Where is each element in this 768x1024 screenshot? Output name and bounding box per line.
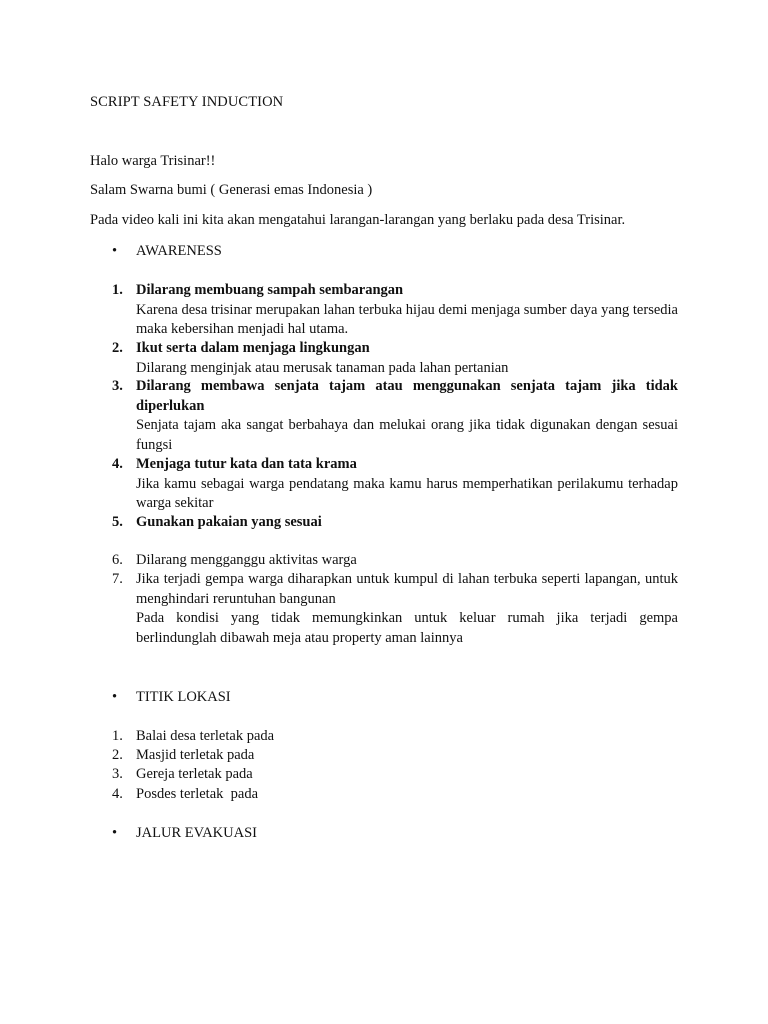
item-description: Jika kamu sebagai warga pendatang maka kamu harus memperhatikan perilakumu terhadap warga sekitar xyxy=(136,475,678,511)
list-item xyxy=(112,785,678,805)
item-text: Masjid terletak pada xyxy=(136,747,255,763)
section-heading-text: AWARENESS xyxy=(136,243,222,259)
bullet-point: • xyxy=(112,689,118,705)
item-text: Posdes terletak pada xyxy=(136,786,259,802)
item-description: Karena desa trisinar merupakan lahan terbuka hijau demi menjaga sumber daya yang tersedia maka kebersihan menjadi hal utama. xyxy=(136,301,678,337)
item-number: 6. xyxy=(112,552,123,568)
item-description: Senjata tajam aka sangat berbahaya dan melukai orang jika tidak digunakan dengan sesuai fungsi xyxy=(136,417,678,453)
item-number: 7. xyxy=(112,571,123,587)
list-item xyxy=(112,281,678,340)
item-description: Pada kondisi yang tidak memungkinkan untuk keluar rumah jika terjadi gempa berlindunglah dibawah meja atau property aman lainnya xyxy=(136,610,678,646)
item-title: Jika terjadi gempa warga diharapkan untuk kumpul di lahan terbuka seperti lapangan, untuk menghindari reruntuhan bangunan xyxy=(136,571,678,607)
bullet-point: • xyxy=(112,825,118,841)
document-title: SCRIPT SAFETY INDUCTION xyxy=(90,94,284,110)
list-item xyxy=(112,339,678,378)
list-item xyxy=(112,551,678,571)
item-title: Gunakan pakaian yang sesuai xyxy=(136,514,322,530)
greeting-line: Halo warga Trisinar!! xyxy=(90,153,216,169)
item-title: Dilarang membawa senjata tajam atau menggunakan senjata tajam jika tidak diperlukan xyxy=(136,378,678,414)
list-item xyxy=(112,455,678,514)
section-heading-text: JALUR EVAKUASI xyxy=(136,825,257,841)
item-number: 3. xyxy=(112,766,123,782)
section-heading-text: TITIK LOKASI xyxy=(136,689,231,705)
item-description: Dilarang menginjak atau merusak tanaman pada lahan pertanian xyxy=(136,359,509,376)
item-title: Ikut serta dalam menjaga lingkungan xyxy=(136,340,370,356)
item-number: 2. xyxy=(112,340,123,356)
item-number: 1. xyxy=(112,282,123,298)
bullet-point: • xyxy=(112,243,118,259)
list-item xyxy=(112,765,678,785)
item-number: 4. xyxy=(112,456,123,472)
item-title: Menjaga tutur kata dan tata krama xyxy=(136,456,357,472)
item-title: Dilarang membuang sampah sembarangan xyxy=(136,282,404,298)
salutation-line: Salam Swarna bumi ( Generasi emas Indonesia ) xyxy=(90,182,373,198)
item-text: Balai desa terletak pada xyxy=(136,728,275,744)
item-number: 2. xyxy=(112,747,123,763)
list-item xyxy=(112,513,678,533)
item-text: Gereja terletak pada xyxy=(136,766,253,782)
list-item xyxy=(112,727,678,747)
item-number: 5. xyxy=(112,514,123,530)
intro-paragraph: Pada video kali ini kita akan mengatahui larangan-larangan yang berlaku pada desa Trisinar. xyxy=(90,212,626,228)
item-number: 1. xyxy=(112,728,123,744)
item-number: 4. xyxy=(112,786,123,802)
list-item xyxy=(112,570,678,648)
list-item xyxy=(112,377,678,455)
item-title: Dilarang mengganggu aktivitas warga xyxy=(136,552,357,568)
list-item xyxy=(112,746,678,766)
item-number: 3. xyxy=(112,378,123,394)
